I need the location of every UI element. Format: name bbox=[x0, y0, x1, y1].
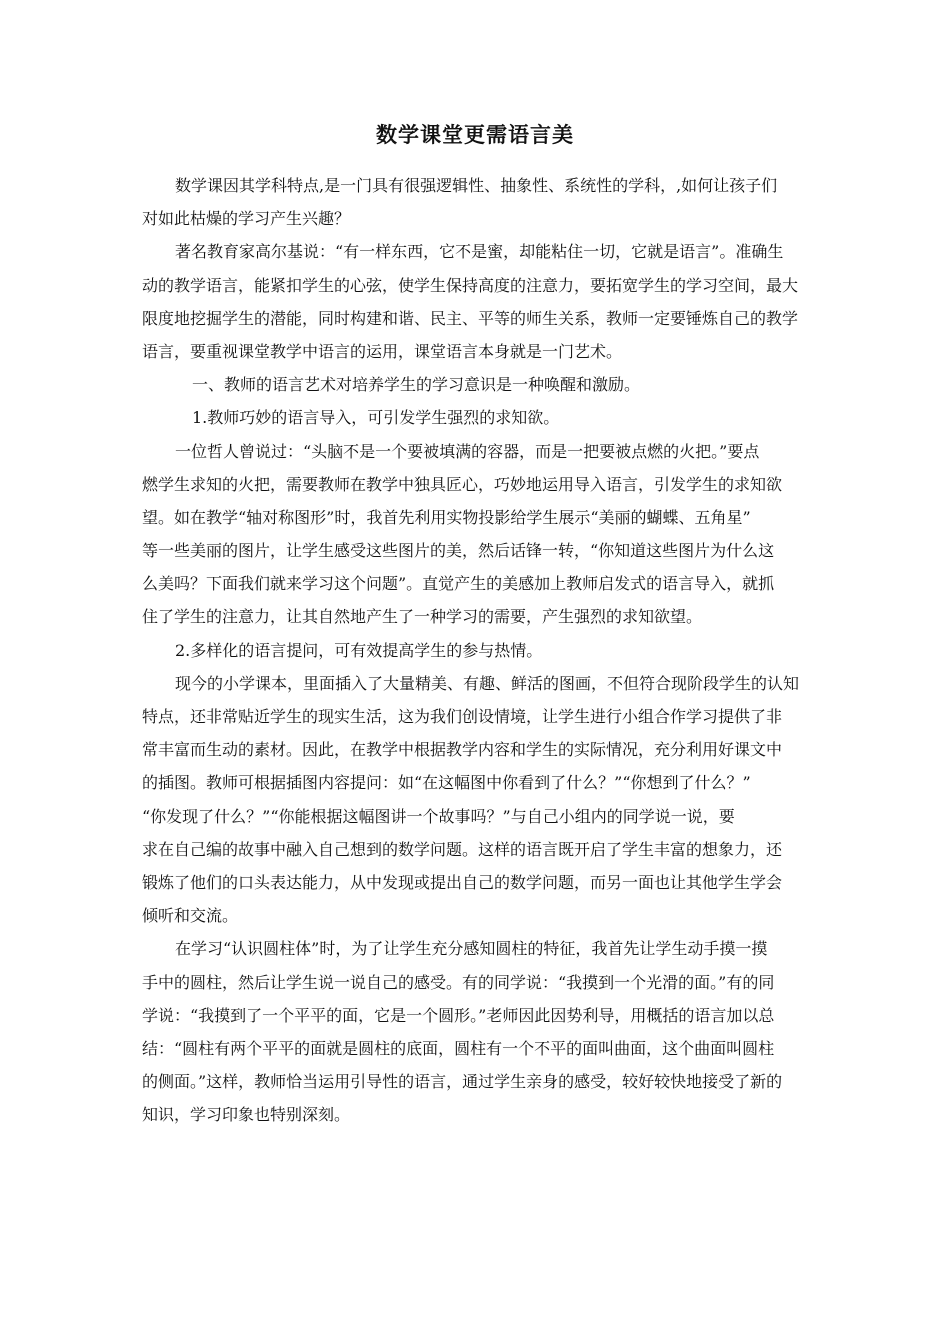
paragraph-line: 结：“圆柱有两个平平的面就是圆柱的底面，圆柱有一个不平的面叫曲面，这个曲面叫圆柱 bbox=[142, 1038, 775, 1058]
paragraph-line: 语言，要重视课堂教学中语言的运用，课堂语言本身就是一门艺术。 bbox=[142, 341, 623, 361]
paragraph-line: 等一些美丽的图片，让学生感受这些图片的美，然后话锋一转，“你知道这些图片为什么这 bbox=[142, 541, 775, 561]
paragraph-line: 燃学生求知的火把，需要教师在教学中独具匠心，巧妙地运用导入语言，引发学生的求知欲 bbox=[142, 474, 783, 494]
paragraph-line: 对如此枯燥的学习产生兴趣？ bbox=[142, 209, 351, 229]
paragraph-line: 一位哲人曾说过：“头脑不是一个要被填满的容器，而是一把要被点燃的火把。”要点 bbox=[175, 441, 760, 461]
page-title: 数学课堂更需语言美 bbox=[376, 123, 574, 147]
paragraph-line: 数学课因其学科特点,是一门具有很强逻辑性、抽象性、系统性的学科，,如何让孩子们 bbox=[175, 176, 778, 195]
paragraph-line: 的侧面。”这样，教师恰当运用引导性的语言，通过学生亲身的感受，较好较快地接受了新的 bbox=[142, 1072, 783, 1092]
paragraph-line: 手中的圆柱，然后让学生说一说自己的感受。有的同学说：“我摸到一个光滑的面。”有的同 bbox=[142, 972, 775, 992]
paragraph-line: 特点，还非常贴近学生的现实生活，这为我们创设情境，让学生进行小组合作学习提供了非 bbox=[142, 707, 783, 726]
paragraph-line: 限度地挖掘学生的潜能，同时构建和谐、民主、平等的师生关系，教师一定要锤炼自己的教学 bbox=[142, 308, 799, 328]
subsection-heading: 1.教师巧妙的语言导入，可引发学生强烈的求知欲。 bbox=[192, 408, 560, 428]
paragraph-line: 倾听和交流。 bbox=[142, 906, 239, 926]
paragraph-line: 在学习“认识圆柱体”时，为了让学生充分感知圆柱的特征，我首先让学生动手摸一摸 bbox=[175, 939, 768, 959]
paragraph-line: 锻炼了他们的口头表达能力，从中发现或提出自己的数学问题，而另一面也让其他学生学会 bbox=[142, 872, 783, 892]
paragraph-line: 知识，学习印象也特别深刻。 bbox=[142, 1105, 351, 1125]
paragraph-line: 住了学生的注意力，让其自然地产生了一种学习的需要，产生强烈的求知欲望。 bbox=[142, 607, 703, 627]
document-body bbox=[142, 169, 808, 1131]
paragraph-line: “你发现了什么？”“你能根据这幅图讲一个故事吗？”与自己小组内的同学说一说，要 bbox=[142, 806, 735, 826]
subsection-heading: 2.多样化的语言提问，可有效提高学生的参与热情。 bbox=[175, 640, 543, 660]
paragraph-line: 求在自己编的故事中融入自己想到的数学问题。这样的语言既开启了学生丰富的想象力，还 bbox=[142, 839, 783, 859]
paragraph-line: 学说：“我摸到了一个平平的面，它是一个圆形。”老师因此因势利导，用概括的语言加以总 bbox=[142, 1005, 775, 1025]
section-heading: 一、教师的语言艺术对培养学生的学习意识是一种唤醒和激励。 bbox=[192, 375, 641, 395]
paragraph-line: 么美吗？下面我们就来学习这个问题”。直觉产生的美感加上教师启发式的语言导入，就抓 bbox=[142, 574, 775, 594]
paragraph-line: 望。如在教学“轴对称图形”时，我首先利用实物投影给学生展示“美丽的蝴蝶、五角星” bbox=[142, 507, 751, 527]
paragraph-line: 著名教育家高尔基说：“有一样东西，它不是蜜，却能粘住一切，它就是语言”。准确生 bbox=[175, 242, 784, 262]
paragraph-line: 现今的小学课本，里面插入了大量精美、有趣、鲜活的图画，不但符合现阶段学生的认知 bbox=[175, 673, 800, 693]
paragraph-line: 的插图。教师可根据插图内容提问：如“在这幅图中你看到了什么？”“你想到了什么？” bbox=[142, 773, 751, 793]
paragraph-line: 常丰富而生动的素材。因此，在教学中根据教学内容和学生的实际情况，充分利用好课文中 bbox=[142, 740, 783, 760]
paragraph-line: 动的教学语言，能紧扣学生的心弦，使学生保持高度的注意力，要拓宽学生的学习空间，最大 bbox=[142, 275, 799, 295]
